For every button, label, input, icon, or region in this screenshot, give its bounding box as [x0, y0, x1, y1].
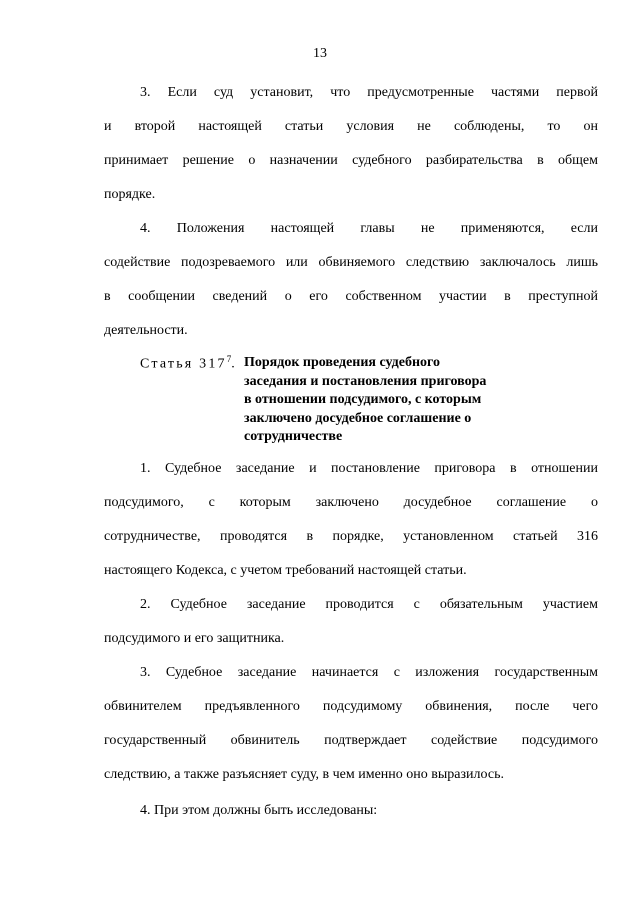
article-superscript: 7: [226, 354, 232, 364]
paragraph-line: принимает решение о назначении судебного разбирательства в общем: [104, 153, 598, 168]
paragraph-line: подсудимого и его защитника.: [104, 631, 285, 646]
paragraph-line: 4. При этом должны быть исследованы:: [140, 803, 378, 818]
paragraph-line: и второй настоящей статьи условия не соблюдены, то он: [104, 119, 598, 134]
paragraph-line: 1. Судебное заседание и постановление приговора в отношении: [140, 461, 598, 476]
article-paragraph-1: [104, 452, 598, 588]
paragraph-line: 3. Судебное заседание начинается с изложения государственным: [140, 665, 598, 680]
article-title-line: в отношении подсудимого, с которым: [244, 392, 482, 407]
article-title-line: заседания и постановления приговора: [244, 373, 487, 389]
article-paragraph-2: [104, 588, 598, 656]
paragraph-line: 3. Если суд установит, что предусмотренные частями первой: [140, 85, 598, 100]
article-number: [140, 354, 237, 373]
paragraph-3: [104, 76, 598, 212]
article-paragraph-3: [104, 656, 598, 792]
paragraph-line: деятельности.: [104, 323, 188, 338]
article-label-text: Статья 317: [140, 356, 227, 372]
paragraph-line: настоящего Кодекса, с учетом требований настоящей статьи.: [104, 563, 467, 578]
paragraph-line: 4. Положения настоящей главы не применяются, если: [140, 221, 598, 236]
article-title: [244, 354, 524, 447]
page-number: 13: [313, 46, 327, 61]
paragraph-line: сотрудничестве, проводятся в порядке, установленном статьей 316: [104, 529, 598, 544]
paragraph-line: порядке.: [104, 187, 156, 202]
paragraph-line: государственный обвинитель подтверждает содействие подсудимого: [104, 733, 598, 748]
article-title-line: сотрудничестве: [244, 429, 343, 444]
article-title-line: заключено досудебное соглашение о: [244, 410, 472, 426]
article-label-suffix: .: [231, 356, 237, 372]
paragraph-line: подсудимого, с которым заключено досудебное соглашение о: [104, 495, 598, 510]
paragraph-line: следствию, а также разъясняет суду, в чем именно оно выразилось.: [104, 767, 504, 782]
paragraph-line: 2. Судебное заседание проводится с обязательным участием: [140, 597, 598, 612]
paragraph-line: обвинителем предъявленного подсудимому обвинения, после чего: [104, 699, 598, 714]
paragraph-4: [104, 212, 598, 348]
article-title-line: Порядок проведения судебного: [244, 355, 441, 370]
paragraph-line: содействие подозреваемого или обвиняемого следствию заключалось лишь: [104, 255, 598, 270]
article-paragraph-4: [104, 794, 598, 828]
paragraph-line: в сообщении сведений о его собственном участии в преступной: [104, 289, 598, 304]
